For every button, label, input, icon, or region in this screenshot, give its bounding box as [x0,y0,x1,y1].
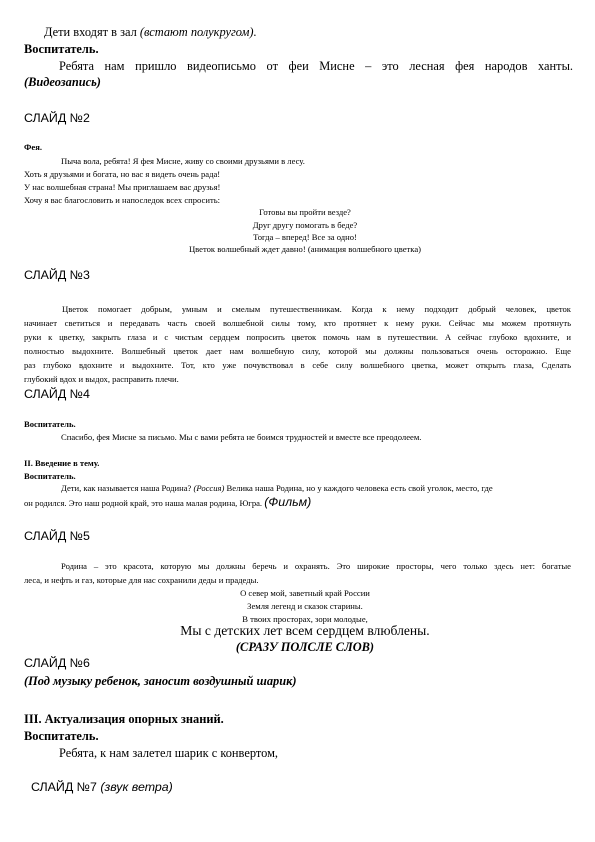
homeland-text: Велика наша Родина, но у каждого человека есть свой уголок, место, где [224,483,493,493]
educator-label: Воспитатель. [24,42,99,56]
motherland-line-2: леса, и нефть и газ, которые для нас сохранили деды и прадеды. [24,575,259,585]
homeland-line-2 [24,497,311,509]
motherland-line-1: Родина – это красота, которую мы должны беречь и охранять. Это широкие просторы, чего только здесь нет: богатые [61,561,571,571]
poem-line-3: Тогда – вперед! Все за одно! [253,232,357,242]
intro-line [44,25,257,39]
intro-italic: (встают полукругом). [139,25,257,39]
topic-intro: II. Введение в тему. [24,458,100,468]
thanks-line: Спасибо, фея Мисне за письмо. Мы с вами ребята не боимся трудностей и вместе все преодолеем. [61,432,422,442]
homeland-text-2: он родился. Это наш родной край, это наша малая родина, Югра. [24,498,265,508]
section-3-heading: III. Актуализация опорных знаний. [24,712,224,726]
fairy-line-3: У нас волшебная страна! Мы приглашаем вас друзья! [24,182,221,192]
flower-line-1: Цветок помогает добрым, умным и смелым путешественникам. Когда к нему подходит добрый человек, цветок [62,304,571,314]
slide-6-heading: СЛАЙД №6 [24,656,90,670]
homeland-line-1 [61,483,493,494]
educator-label-3: Воспитатель. [24,471,76,481]
slide-2-heading: СЛАЙД №2 [24,111,90,125]
slide-4-heading: СЛАЙД №4 [24,387,90,401]
homeland-question: Дети, как называется наша Родина? [61,483,194,493]
slide-7-label: СЛАЙД №7 [31,780,101,794]
flower-line-3: руки к цветку, закрыть глаза и с чистым сердцем попросить цветок помочь нам в путешествии. А сейчас глубоко вдохните, и [24,332,571,342]
educator-label-2: Воспитатель. [24,419,76,429]
flower-line-5: раз глубоко вдохните и выдохните. Тот, кто уже почувствовал в себе силу волшебного цветка, может открыть глаза, Сделать [24,360,571,370]
fairy-label: Фея. [24,142,42,152]
poem-line-1: Готовы вы пройти везде? [259,207,351,217]
poem-line-2: Друг другу помогать в беде? [252,220,358,230]
fairy-line-2: Хоть я друзьями и богата, но вас я видеть очень рада! [24,169,221,179]
balloon-line: Ребята, к нам залетел шарик с конвертом, [59,746,279,760]
flower-line-6: глубокий вдох и выдох, расправить плечи. [24,374,179,384]
poem-line-4: Цветок волшебный ждет давно! (анимация волшебного цветка) [188,244,422,254]
fairy-line-1: Пыча вола, ребята! Я фея Мисне, живу со своими друзьями в лесу. [61,156,305,166]
video-letter-text: Ребята нам пришло видеописьмо от феи Мисне – это лесная фея народов ханты. [59,59,573,73]
flower-line-4: полностью выдохните. Волшебный цветок дает нам волшебную силу, которой мы должны пользоваться очень осторожно. Еще [24,346,571,356]
slide-7-heading [31,780,173,794]
after-words-note: (СРАЗУ ПОЛСЛЕ СЛОВ) [235,640,375,654]
north-poem-2: Земля легенд и сказок старины. [247,601,363,611]
video-note: (Видеозапись) [24,75,101,89]
fairy-line-4: Хочу я вас благословить и напоследок всех спросить: [24,195,221,205]
slide-3-heading: СЛАЙД №3 [24,268,90,282]
balloon-note: (Под музыку ребенок, заносит воздушный шарик) [24,674,297,688]
north-poem-3: В твоих просторах, зори молодые, [242,614,368,624]
flower-line-2: начинает светиться и передавать часть своей волшебной силы тому, кто протянет к нему руки. Сейчас мы можем протянуть [24,318,571,328]
wind-sound-note: (звук ветра) [100,780,173,794]
russia-answer: (Россия) [193,483,225,493]
intro-text: Дети входят в зал [44,25,140,39]
educator-label-4: Воспитатель. [24,729,99,743]
north-poem-1: О север мой, заветный край России [240,588,370,598]
north-poem-4: Мы с детских лет всем сердцем влюблены. [180,623,430,638]
film-note: (Фильм) [264,495,312,509]
slide-5-heading: СЛАЙД №5 [24,529,90,543]
